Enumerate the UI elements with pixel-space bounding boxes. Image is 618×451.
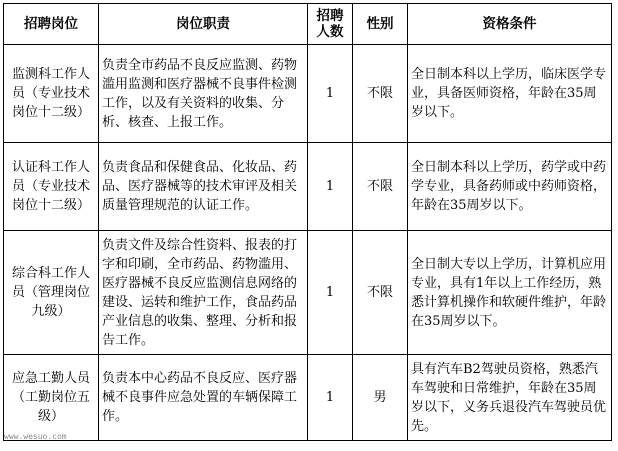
cell-duty: 负责本中心药品不良反应、医疗器械不良事件应急处置的车辆保障工作。 <box>99 355 308 441</box>
table-row <box>4 143 612 231</box>
recruitment-table <box>3 3 612 441</box>
cell-qualification: 全日制本科以上学历，临床医学专业，具备医师资格，年龄在35周岁以下。 <box>408 45 612 143</box>
cell-qualification: 全日制大专以上学历，计算机应用专业，具有1年以上工作经历，熟悉计算机操作和软硬件维护，年龄在35周岁以下。 <box>408 231 612 355</box>
cell-count: 1 <box>308 45 353 143</box>
cell-position: 应急工勤人员（工勤岗位五级） <box>4 355 99 441</box>
header-count: 招聘人数 <box>308 4 353 45</box>
cell-count: 1 <box>308 355 353 441</box>
table-row <box>4 231 612 355</box>
cell-count: 1 <box>308 143 353 231</box>
table-row <box>4 355 612 441</box>
cell-qualification: 全日制本科以上学历，药学或中药学专业，具备药师或中药师资格，年龄在35周岁以下。 <box>408 143 612 231</box>
cell-duty: 负责文件及综合性资料、报表的打字和印刷，全市药品、药物滥用、医疗器械不良反应监测信息网络的建设、运转和维护工作，食品药品产业信息的收集、整理、分析和报告工作。 <box>99 231 308 355</box>
header-gender: 性别 <box>353 4 408 45</box>
cell-qualification: 具有汽车B2驾驶员资格，熟悉汽车驾驶和日常维护，年龄在35周岁以下，义务兵退役汽车驾驶员优先。 <box>408 355 612 441</box>
watermark-text: www.wesuo.com <box>4 432 67 441</box>
cell-duty: 负责全市药品不良反应监测、药物滥用监测和医疗器械不良事件检测工作，以及有关资料的收集、分析、核查、上报工作。 <box>99 45 308 143</box>
table-row <box>4 45 612 143</box>
cell-gender: 不限 <box>353 143 408 231</box>
cell-gender: 不限 <box>353 231 408 355</box>
cell-position: 认证科工作人员（专业技术岗位十二级） <box>4 143 99 231</box>
header-duty: 岗位职责 <box>99 4 308 45</box>
header-position: 招聘岗位 <box>4 4 99 45</box>
cell-position: 综合科工作人员（管理岗位九级） <box>4 231 99 355</box>
cell-gender: 男 <box>353 355 408 441</box>
cell-gender: 不限 <box>353 45 408 143</box>
header-qualification: 资格条件 <box>408 4 612 45</box>
cell-position: 监测科工作人员（专业技术岗位十二级） <box>4 45 99 143</box>
cell-duty: 负责食品和保健食品、化妆品、药品、医疗器械等的技术审评及相关质量管理规范的认证工作。 <box>99 143 308 231</box>
cell-count: 1 <box>308 231 353 355</box>
table-header-row <box>4 4 612 45</box>
